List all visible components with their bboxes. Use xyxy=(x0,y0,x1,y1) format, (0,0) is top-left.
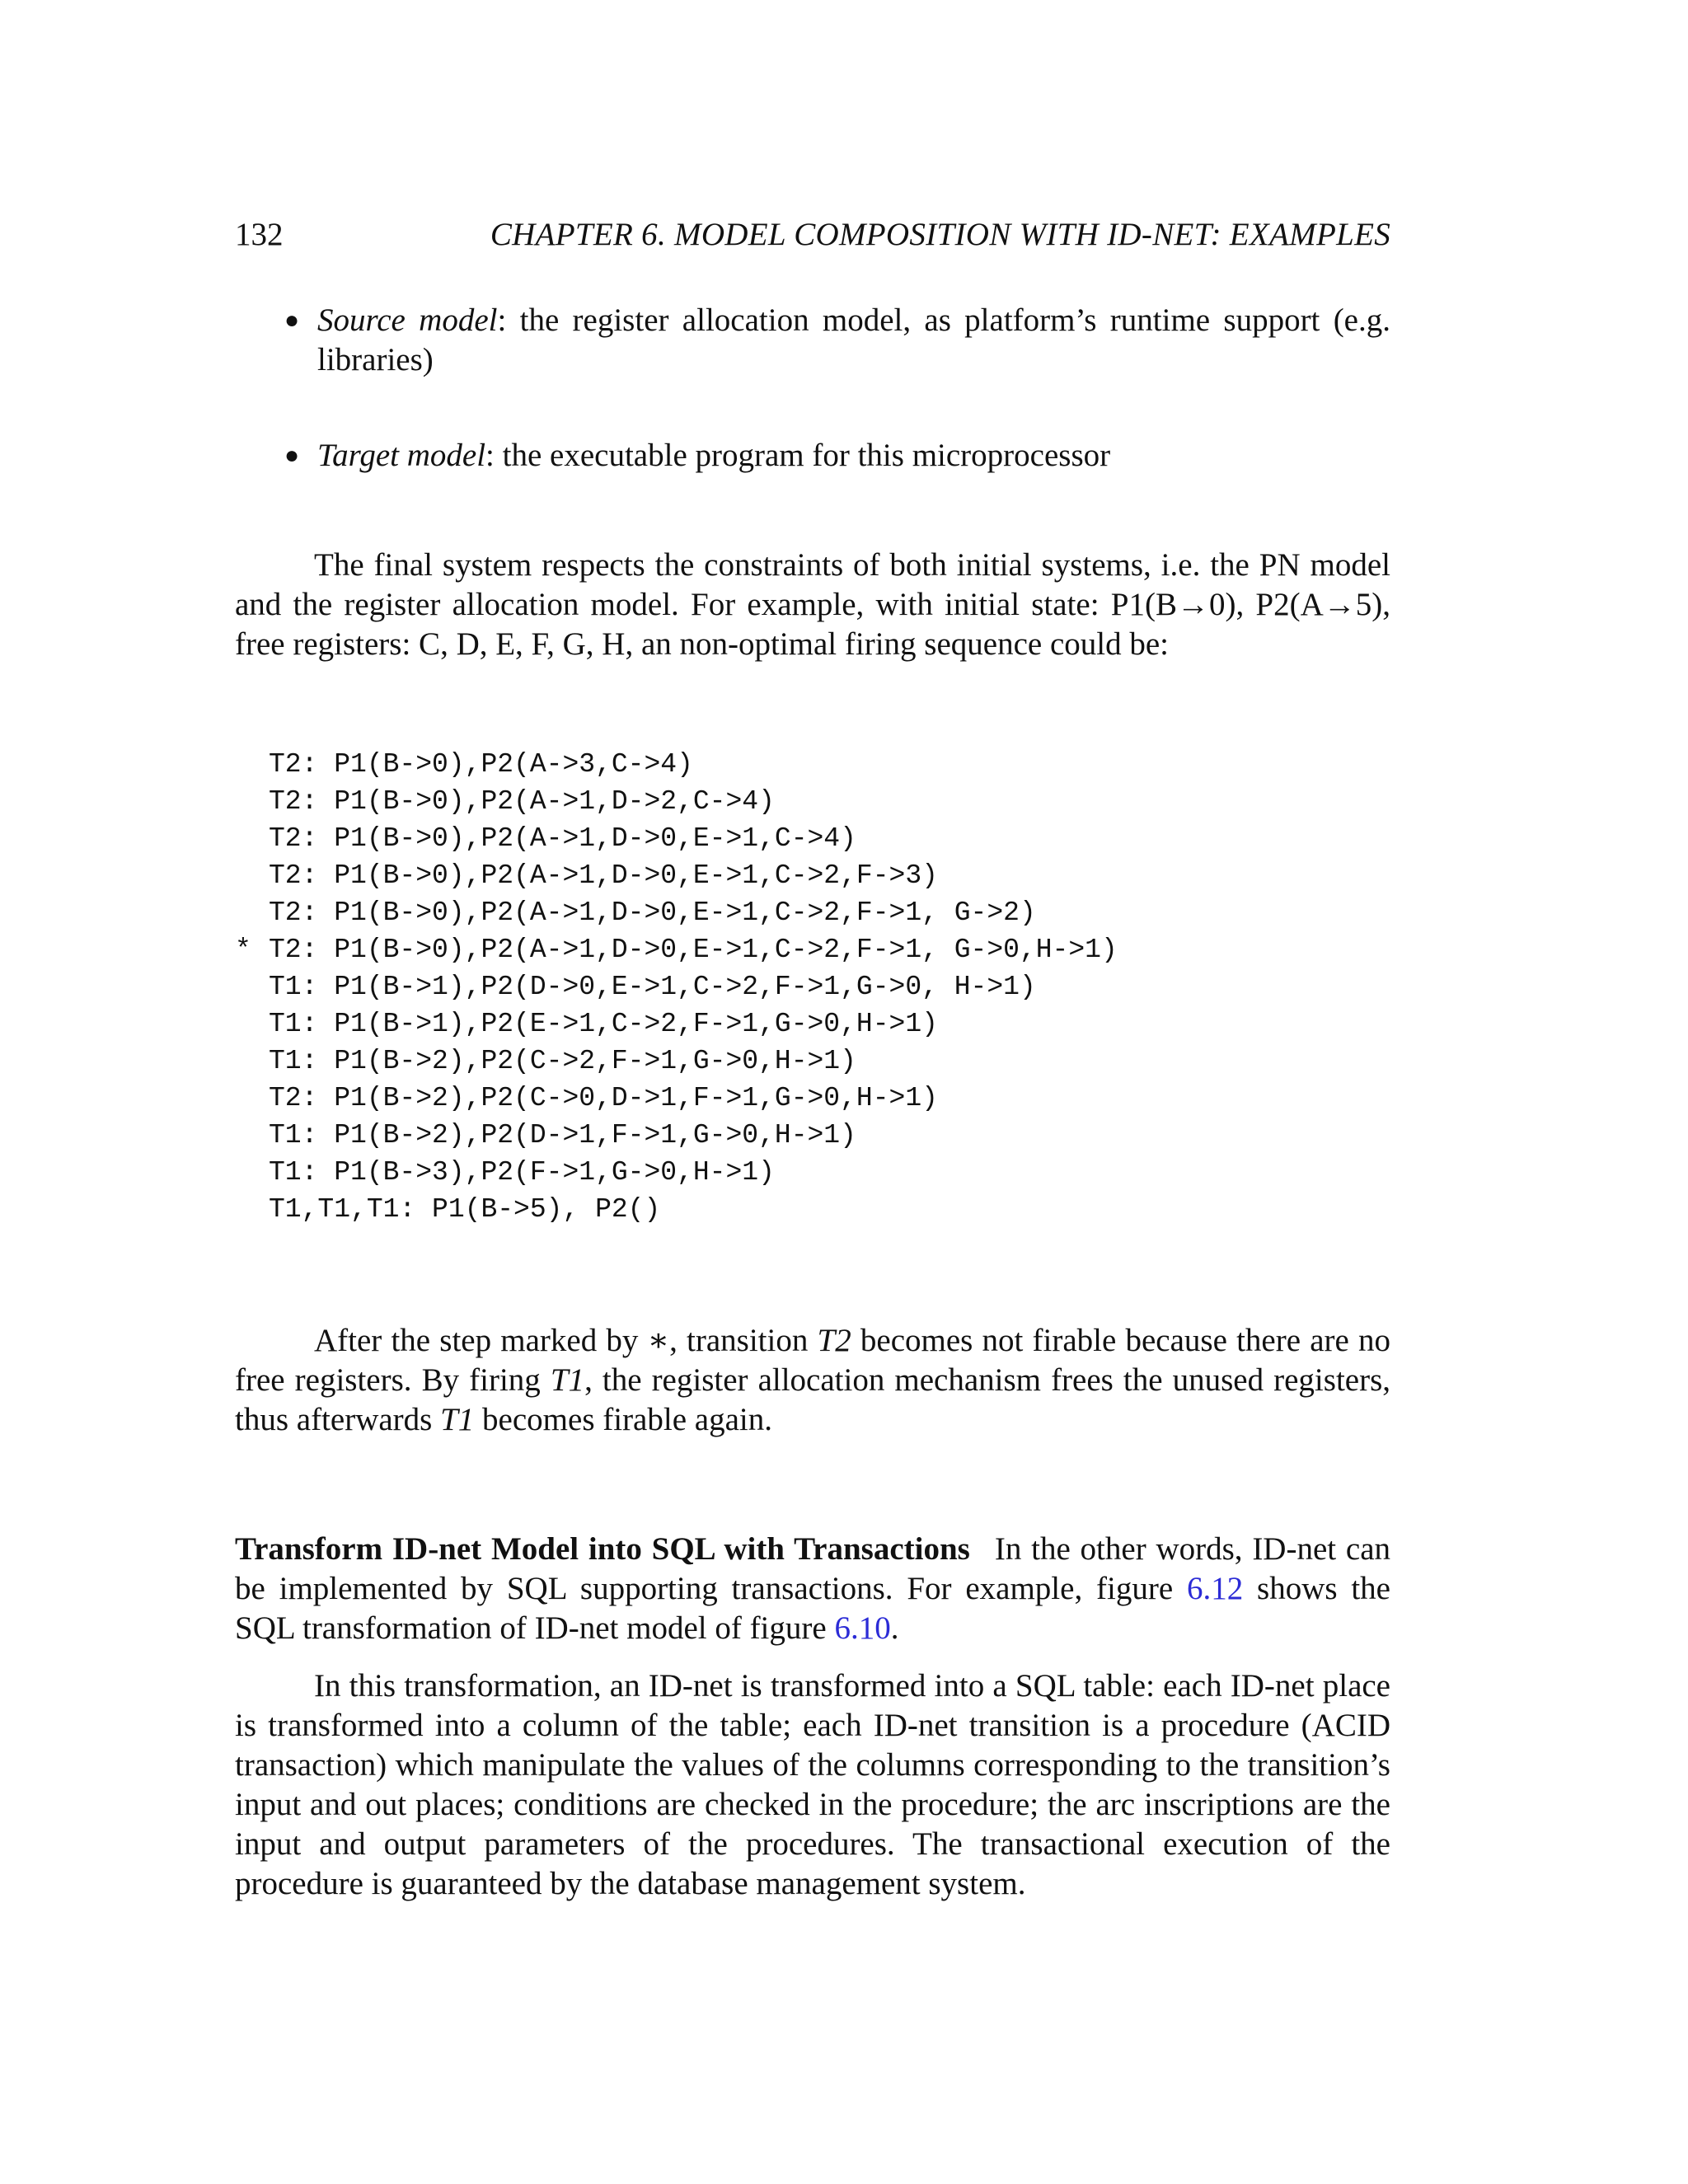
bullet-text: : the executable program for this microprocessor xyxy=(485,438,1111,473)
section-text: . xyxy=(890,1610,899,1646)
running-head: CHAPTER 6. MODEL COMPOSITION WITH ID-NET: EXAMPLES xyxy=(490,217,1390,252)
paragraph-after-step xyxy=(235,1321,1390,1440)
code-line xyxy=(235,1043,1118,1080)
code-line xyxy=(235,1117,1118,1154)
code-line xyxy=(235,968,1118,1005)
section-text: In the other words, ID-net can be implemented by SQL supporting transactions. For example, figure xyxy=(235,1531,1391,1606)
code-line-text: T2: P1(B->0),P2(A->3,C->4) xyxy=(269,749,693,780)
paragraph-text: becomes firable again. xyxy=(474,1402,772,1437)
code-line xyxy=(235,1191,1118,1228)
code-line-text: T2: P1(B->2),P2(C->0,D->1,F->1,G->0,H->1) xyxy=(269,1083,938,1113)
code-line xyxy=(235,1080,1118,1117)
transition-t1: T1 xyxy=(550,1362,585,1398)
transition-t2: T2 xyxy=(817,1323,851,1358)
paragraph-transformation: In this transformation, an ID-net is transformed into a SQL table: each ID-net place is transformed into a column of the table; each ID-net transition is a procedure (ACID transaction) which manipulate the values of the columns corresponding to the transition’s input and out places; conditions are checked in the procedure; the arc inscriptions are the input and output parameters of the procedures. The transactional execution of the procedure is guaranteed by the database management system. xyxy=(235,1668,1390,1901)
bullet-list xyxy=(272,301,1390,476)
code-line-text: T1: P1(B->2),P2(D->1,F->1,G->0,H->1) xyxy=(269,1120,856,1151)
transition-t1: T1 xyxy=(440,1402,475,1437)
code-line-text: T1: P1(B->1),P2(D->0,E->1,C->2,F->1,G->0, H->1) xyxy=(269,972,1036,1002)
code-line xyxy=(235,820,1118,857)
code-line xyxy=(235,1005,1118,1043)
code-line xyxy=(235,746,1118,783)
code-line-text: T2: P1(B->0),P2(A->1,D->0,E->1,C->2,F->1, G->2) xyxy=(269,898,1036,928)
section-transform-sql xyxy=(235,1530,1390,1648)
code-line-text: T1: P1(B->2),P2(C->2,F->1,G->0,H->1) xyxy=(269,1046,856,1076)
code-line xyxy=(235,1154,1118,1191)
figure-link-6-12[interactable]: 6.12 xyxy=(1186,1571,1244,1606)
bullet-item-source-model xyxy=(272,301,1390,380)
code-line xyxy=(235,783,1118,820)
bullet-text: : the register allocation model, as platform’s runtime support (e.g. libraries) xyxy=(317,302,1390,377)
figure-link-6-10[interactable]: 6.10 xyxy=(834,1610,891,1646)
bullet-term: Source model xyxy=(317,302,498,338)
code-line-text: T1: P1(B->3),P2(F->1,G->0,H->1) xyxy=(269,1157,775,1188)
page-header xyxy=(235,216,1390,257)
section-text: shows the SQL transformation of ID-net model of figure xyxy=(235,1571,1390,1646)
firing-sequence-code xyxy=(235,746,1118,1228)
bullet-term: Target model xyxy=(317,438,486,473)
code-line xyxy=(235,931,1118,968)
code-line xyxy=(235,894,1118,931)
bullet-icon: ● xyxy=(284,442,300,469)
paragraph-text: becomes not firable because there are no free registers. By firing xyxy=(235,1323,1390,1398)
code-line-marker: * xyxy=(235,935,251,965)
code-line-text: T1: P1(B->1),P2(E->1,C->2,F->1,G->0,H->1) xyxy=(269,1009,938,1039)
section-heading: Transform ID-net Model into SQL with Transactions xyxy=(235,1531,970,1567)
code-line-text: T2: P1(B->0),P2(A->1,D->0,E->1,C->2,F->1, G->0,H->1) xyxy=(269,935,1118,965)
code-line-text: T2: P1(B->0),P2(A->1,D->0,E->1,C->2,F->3) xyxy=(269,860,938,891)
bullet-item-target-model xyxy=(272,436,1390,476)
paragraph-final-system: The final system respects the constraints of both initial systems, i.e. the PN model and the register allocation model. For example, with initial state: P1(B→0), P2(A→5), free registers: C, D, E, F, G, H, an non-optimal firing sequence could be: xyxy=(235,547,1390,662)
page-number: 132 xyxy=(235,217,284,252)
paragraph-text: , the register allocation mechanism frees the unused registers, thus afterwards xyxy=(235,1362,1391,1437)
paragraph-text: After the step marked by ∗, transition xyxy=(314,1323,818,1358)
code-line-text: T2: P1(B->0),P2(A->1,D->2,C->4) xyxy=(269,786,775,817)
bullet-icon: ● xyxy=(284,307,300,334)
code-line-text: T2: P1(B->0),P2(A->1,D->0,E->1,C->4) xyxy=(269,823,856,854)
code-line-text: T1,T1,T1: P1(B->5), P2() xyxy=(269,1194,661,1225)
code-line xyxy=(235,857,1118,894)
